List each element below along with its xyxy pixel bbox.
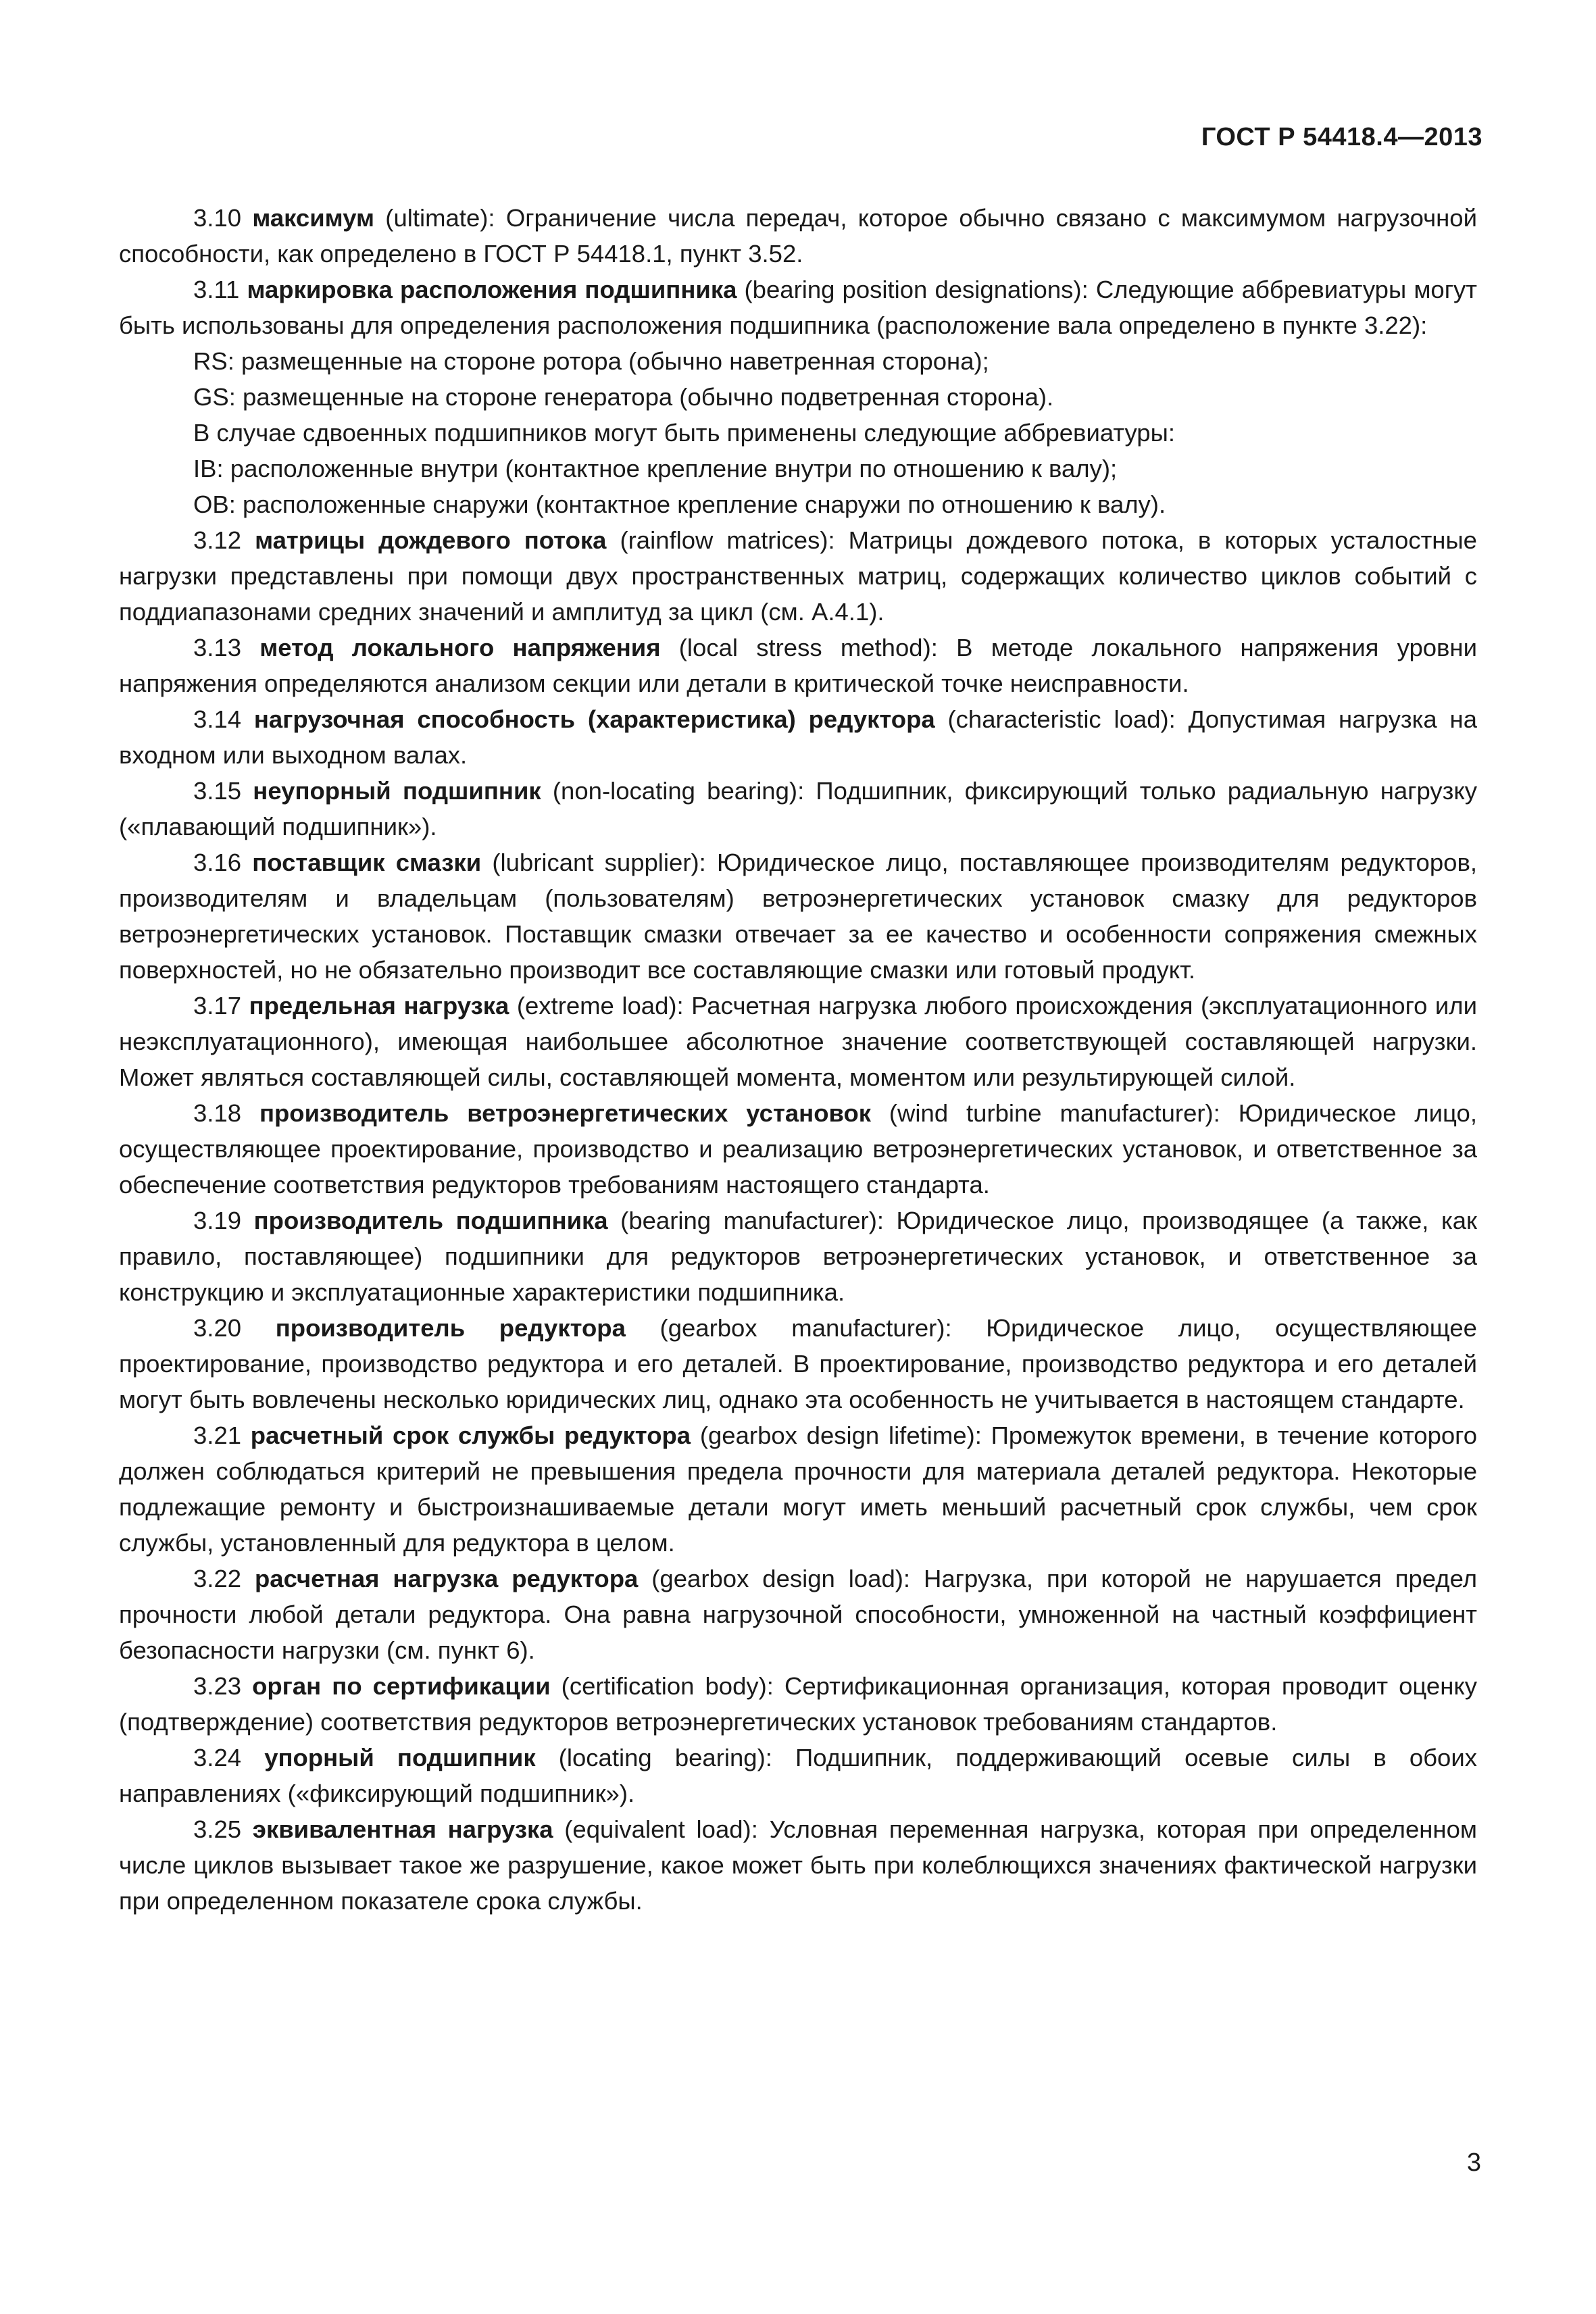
definition-paragraph: [119, 701, 1477, 773]
definition-paragraph: [119, 630, 1477, 701]
clause-number: 3.15: [193, 777, 242, 805]
clause-number: 3.17: [193, 992, 242, 1020]
definitions-body: [119, 200, 1477, 1919]
definition-paragraph: [119, 773, 1477, 845]
definition-text: (rainflow matrices): Матрицы дождевого потока, в которых усталостные нагрузки представлены при помощи двух пространственных матриц, содержащих количество циклов событий с поддиапазонами средних значений и амплитуд за цикл (см. А.4.1).: [119, 526, 1477, 626]
term: упорный подшипник: [264, 1744, 536, 1771]
clause-number: 3.23: [193, 1672, 242, 1700]
clause-number: 3.12: [193, 526, 242, 554]
clause-number: 3.24: [193, 1744, 242, 1771]
document-code-header: ГОСТ Р 54418.4—2013: [1201, 123, 1482, 151]
term: нагрузочная способность (характеристика) редуктора: [253, 705, 935, 733]
definition-text: (characteristic load): Допустимая нагрузка на входном или выходном валах.: [119, 705, 1477, 769]
term: расчетный срок службы редуктора: [250, 1422, 691, 1449]
definition-paragraph: [119, 1561, 1477, 1668]
page-number: 3: [1466, 2148, 1481, 2177]
term: матрицы дождевого потока: [255, 526, 607, 554]
clause-number: 3.18: [193, 1099, 242, 1127]
definition-text: (ultimate): Ограничение числа передач, которое обычно связано с максимумом нагрузочной способности, как определено в ГОСТ Р 54418.1, пункт 3.52.: [119, 204, 1477, 268]
clause-number: 3.19: [193, 1207, 242, 1234]
definition-paragraph: [119, 1668, 1477, 1740]
list-line: OB: расположенные снаружи (контактное крепление снаружи по отношению к валу).: [193, 491, 1166, 518]
clause-number: 3.10: [193, 204, 242, 232]
list-line: RS: размещенные на стороне ротора (обычно наветренная сторона);: [193, 347, 989, 375]
definition-paragraph: [119, 988, 1477, 1095]
clause-number: 3.20: [193, 1314, 242, 1342]
definition-paragraph: [119, 272, 1477, 343]
definition-text: (extreme load): Расчетная нагрузка любого происхождения (эксплуатационного или неэксплуатационного), имеющая наибольшее абсолютное значение соответствующей составляющей нагрузки. Может являться составляющей силы, составляющей момента, моментом или результирующей силой.: [119, 992, 1477, 1091]
term: предельная нагрузка: [249, 992, 509, 1020]
clause-number: 3.13: [193, 634, 242, 661]
definition-paragraph: [119, 1811, 1477, 1919]
definition-text: (non-locating bearing): Подшипник, фиксирующий только радиальную нагрузку («плавающий подшипник»).: [119, 777, 1477, 840]
definition-text: (bearing manufacturer): Юридическое лицо, производящее (а также, как правило, поставляющее) подшипники для редукторов ветроэнергетических установок, и ответственное за конструкцию и эксплуатационные характеристики подшипника.: [119, 1207, 1477, 1306]
term: поставщик смазки: [252, 849, 482, 876]
clause-number: 3.16: [193, 849, 242, 876]
clause-number: 3.25: [193, 1815, 242, 1843]
definition-text: (certification body): Сертификационная организация, которая проводит оценку (подтверждение) соответствия редукторов ветроэнергетических установок требованиям стандартов.: [119, 1672, 1477, 1736]
definition-text: (gearbox design load): Нагрузка, при которой не нарушается предел прочности любой детали редуктора. Она равна нагрузочной способности, умноженной на частный коэффициент безопасности нагрузки (см. пункт 6).: [119, 1565, 1477, 1664]
definition-paragraph: [119, 1310, 1477, 1417]
term: орган по сертификации: [252, 1672, 551, 1700]
definition-text: (wind turbine manufacturer): Юридическое лицо, осуществляющее проектирование, производство и реализацию ветроэнергетических установок, и ответственное за обеспечение соответствия редукторов требованиям настоящего стандарта.: [119, 1099, 1477, 1199]
list-line: GS: размещенные на стороне генератора (обычно подветренная сторона).: [193, 383, 1054, 411]
definition-text: (local stress method): В методе локального напряжения уровни напряжения определяются анализом секции или детали в критической точке неисправности.: [119, 634, 1477, 697]
definition-paragraph: [119, 1740, 1477, 1811]
list-line: IB: расположенные внутри (контактное крепление внутри по отношению к валу);: [193, 455, 1118, 482]
clause-number: 3.21: [193, 1422, 242, 1449]
definition-paragraph: [119, 1095, 1477, 1203]
clause-number: 3.22: [193, 1565, 242, 1592]
list-line: В случае сдвоенных подшипников могут быть применены следующие аббревиатуры:: [193, 419, 1175, 447]
definition-text: (equivalent load): Условная переменная нагрузка, которая при определенном числе циклов вызывает такое же разрушение, какое может быть при колеблющихся значениях фактической нагрузки при определенном показателе срока службы.: [119, 1815, 1477, 1915]
definition-paragraph: [119, 1203, 1477, 1310]
term: производитель подшипника: [253, 1207, 608, 1234]
term: максимум: [252, 204, 375, 232]
definition-paragraph: [119, 522, 1477, 630]
clause-number: 3.11: [193, 276, 240, 303]
term: расчетная нагрузка редуктора: [255, 1565, 639, 1592]
definition-paragraph: [119, 200, 1477, 272]
definition-text: (gearbox design lifetime): Промежуток времени, в течение которого должен соблюдаться критерий не превышения предела прочности для материала деталей редуктора. Некоторые подлежащие ремонту и быстроизнашиваемые детали могут иметь меньший расчетный срок службы, чем срок службы, установленный для редуктора в целом.: [119, 1422, 1477, 1557]
definition-paragraph: [119, 845, 1477, 988]
term: неупорный подшипник: [253, 777, 541, 805]
definition-text: (bearing position designations): Следующие аббревиатуры могут быть использованы для определения расположения подшипника (расположение вала определено в пункте 3.22):: [119, 276, 1477, 339]
term: эквивалентная нагрузка: [252, 1815, 553, 1843]
definition-text: (lubricant supplier): Юридическое лицо, поставляющее производителям редукторов, производителям и владельцам (пользователям) ветроэнергетических установок смазку для редукторов ветроэнергетических установок. Поставщик смазки отвечает за ее качество и особенности сопряжения смежных поверхностей, но не обязательно производит все составляющие смазки или готовый продукт.: [119, 849, 1477, 984]
term: метод локального напряжения: [259, 634, 661, 661]
term: маркировка расположения подшипника: [247, 276, 737, 303]
definition-paragraph: [119, 1417, 1477, 1561]
term: производитель ветроэнергетических установок: [259, 1099, 872, 1127]
definition-text: (locating bearing): Подшипник, поддерживающий осевые силы в обоих направлениях («фиксирующий подшипник»).: [119, 1744, 1477, 1807]
term: производитель редуктора: [275, 1314, 626, 1342]
definition-text: (gearbox manufacturer): Юридическое лицо, осуществляющее проектирование, производство редуктора и его деталей. В проектирование, производство редуктора и его деталей могут быть вовлечены несколько юридических лиц, однако эта особенность не учитывается в настоящем стандарте.: [119, 1314, 1477, 1413]
clause-number: 3.14: [193, 705, 242, 733]
